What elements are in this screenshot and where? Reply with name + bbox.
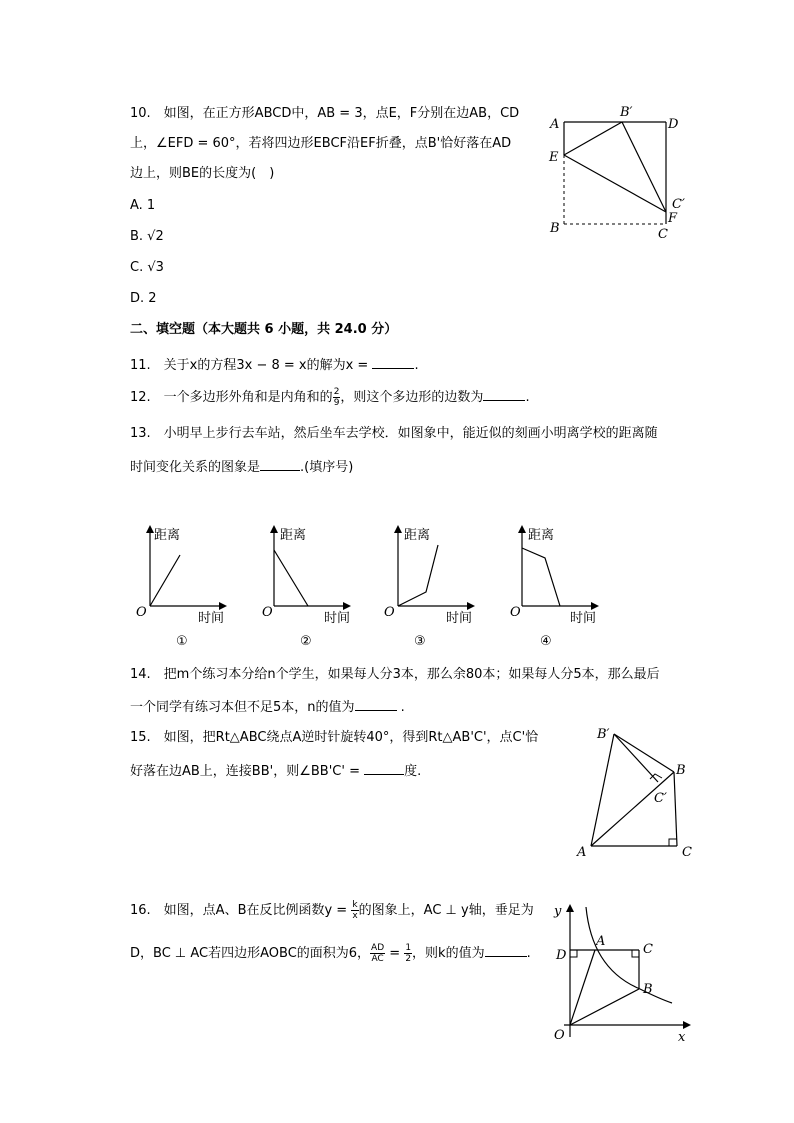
q16-hyperbola-figure [548, 895, 698, 1047]
q13-g1-xlabel: 时间 [198, 611, 225, 626]
q12-end: . [525, 390, 530, 405]
q16-k-over-x [351, 900, 358, 921]
q14-answer-blank[interactable] [355, 696, 397, 711]
q16-line-2 [130, 942, 531, 964]
q15-label-a: A [577, 845, 587, 860]
q14-line-2-text: 一个同学有练习本但不足5本，n的值为 [130, 700, 355, 715]
q10-label-c-prime: C′ [672, 197, 685, 212]
q10-line-1: 10. 如图，在正方形ABCD中，AB = 3，点E，F分别在边AB，CD [130, 106, 520, 121]
q10-square-figure [540, 100, 700, 245]
q13-g1-number: ① [176, 634, 188, 649]
q16-line-1 [130, 900, 534, 921]
q16-line-2a: D，BC ⊥ AC若四边形AOBC的面积为6， [130, 946, 371, 961]
q16-line-1b: 的图象上，AC ⊥ y轴，垂足为 [358, 903, 534, 918]
q13-g3-origin: O [384, 605, 395, 620]
q15-end: 度. [404, 764, 422, 779]
q15-label-c: C [682, 845, 692, 860]
q16-half-den: 2 [405, 954, 412, 964]
q16-label-o: O [554, 1028, 565, 1043]
q16-label-a: A [596, 934, 606, 949]
q11-text: 11. 关于x的方程3x − 8 = x的解为x = [130, 358, 373, 373]
q10-line-3: 边上，则BE的长度为( ) [130, 166, 275, 181]
q10-option-d: D. 2 [130, 291, 157, 306]
q10-option-c: C. √3 [130, 260, 164, 275]
q13-g2-origin: O [262, 605, 273, 620]
q16-half-num: 1 [405, 943, 412, 953]
q16-label-d: D [556, 948, 567, 963]
q15-line-2-text: 好落在边AB上，连接BB'，则∠BB'C' = [130, 764, 365, 779]
q13-line-2 [130, 456, 353, 478]
q15-label-b-prime: B′ [597, 727, 610, 742]
q16-eq: = [385, 946, 405, 961]
q15-label-b: B [676, 763, 686, 778]
q16-k-den: x [352, 911, 358, 921]
q10-label-a: A [550, 117, 560, 132]
q13-g4-ylabel: 距离 [528, 528, 555, 543]
q16-half [404, 943, 412, 964]
q10-line-2: 上，∠EFD = 60°，若将四边形EBCF沿EF折叠，点B'恰好落在AD [130, 136, 512, 151]
q16-line-1-text: 16. 如图，点A、B在反比例函数y = [130, 903, 352, 918]
q16-k-num: k [352, 900, 358, 910]
q13-g4-xlabel: 时间 [570, 611, 597, 626]
q16-end: . [526, 946, 531, 961]
q13-g3-xlabel: 时间 [446, 611, 473, 626]
q13-g3-number: ③ [414, 634, 426, 649]
q16-ad: AD [371, 943, 385, 953]
q13-tail: .(填序号) [300, 460, 354, 475]
q13-g2-number: ② [300, 634, 312, 649]
q15-answer-blank[interactable] [364, 760, 404, 775]
q15-line-1: 15. 如图，把Rt△ABC绕点A逆时针旋转40°，得到Rt△AB'C'，点C'恰 [130, 730, 539, 745]
q16-line-2c: ，则k的值为 [412, 946, 485, 961]
q12-answer-blank[interactable] [483, 386, 525, 401]
q11-end: . [414, 358, 419, 373]
q10-label-b: B [550, 221, 560, 236]
q13-g3-ylabel: 距离 [404, 528, 431, 543]
q14-line-1: 14. 把m个练习本分给n个学生，如果每人分3本，那么余80本；如果每人分5本，那么最后 [130, 667, 660, 682]
q12-pre: 12. 一个多边形外角和是内角和的 [130, 390, 333, 405]
q13-g1-ylabel: 距离 [154, 528, 181, 543]
q15-label-c-prime: C′ [654, 791, 667, 806]
q16-label-b: B [643, 982, 653, 997]
q10-option-b: B. √2 [130, 229, 164, 244]
q16-answer-blank[interactable] [485, 942, 527, 957]
q14-end: . [400, 700, 405, 715]
q13-graph-4 [500, 520, 610, 650]
q16-label-c: C [643, 942, 653, 957]
q13-g2-xlabel: 时间 [324, 611, 351, 626]
q13-graph-1 [128, 520, 238, 650]
q10-option-a: A. 1 [130, 198, 156, 213]
q11-answer-blank[interactable] [372, 354, 414, 369]
q13-line-1: 13. 小明早上步行去车站，然后坐车去学校．如图象中，能近似的刻画小明离学校的距离随 [130, 426, 658, 441]
q12-frac-den: 9 [333, 398, 340, 408]
q11-line [130, 354, 419, 376]
q13-line-2-text: 时间变化关系的图象是 [130, 460, 261, 475]
q13-g4-origin: O [510, 605, 521, 620]
q13-g2-ylabel: 距离 [280, 528, 307, 543]
q16-label-y: y [554, 904, 562, 919]
q15-triangle-figure [570, 722, 700, 864]
q12-frac-num: 2 [333, 387, 340, 397]
q13-graph-3 [376, 520, 486, 650]
q10-label-f: F [668, 211, 678, 226]
q13-g4-number: ④ [540, 634, 552, 649]
q16-label-x: x [678, 1030, 686, 1045]
q10-label-d: D [668, 117, 679, 132]
q13-g1-origin: O [136, 605, 147, 620]
q10-label-c: C [658, 227, 668, 242]
q13-graph-2 [252, 520, 362, 650]
q10-label-e: E [549, 150, 559, 165]
q16-ad-over-ac [370, 943, 385, 964]
q16-ac: AC [371, 954, 384, 964]
q13-answer-blank[interactable] [260, 456, 300, 471]
q10-label-b-prime: B′ [620, 105, 633, 120]
q14-line-2 [130, 696, 405, 718]
q12-post: ，则这个多边形的边数为 [340, 390, 484, 405]
section-2-heading: 二、填空题（本大题共 6 小题，共 24.0 分） [130, 322, 398, 337]
q15-line-2 [130, 760, 421, 782]
q12-line [130, 386, 530, 408]
